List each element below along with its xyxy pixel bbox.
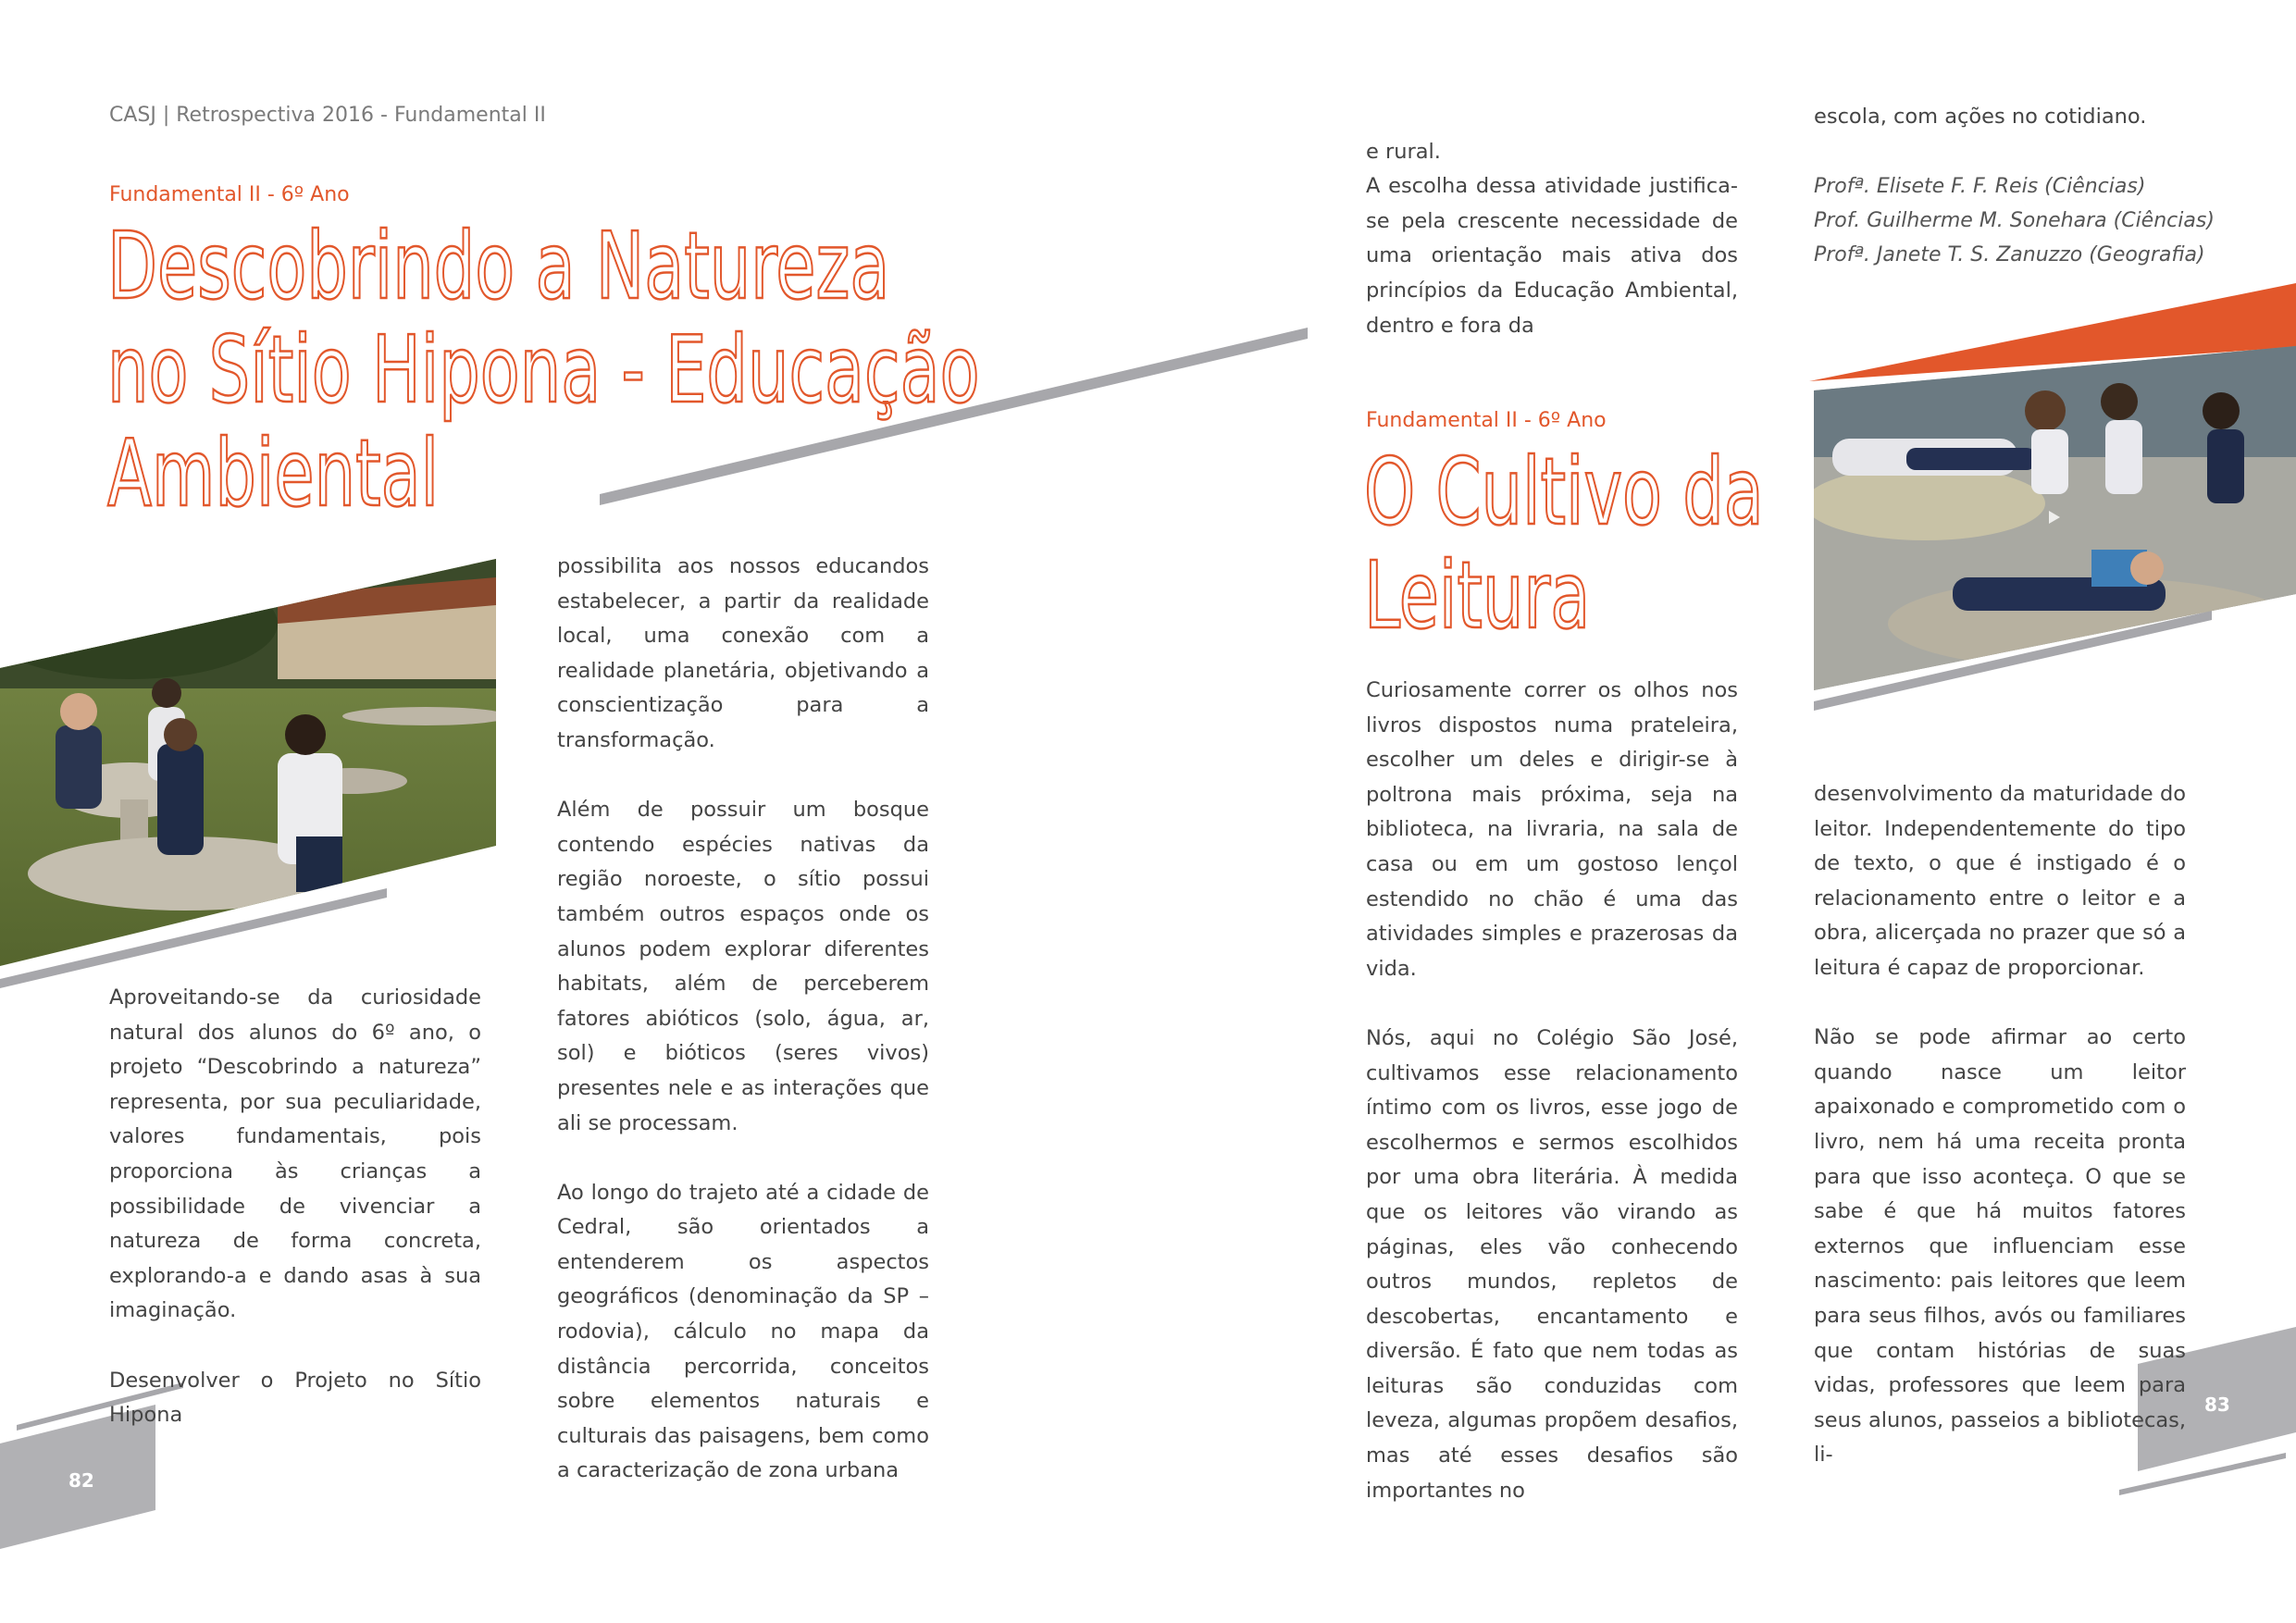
article2-column-2 (1814, 777, 2186, 1507)
signature: Prof. Guilherme M. Sonehara (Ciências) (1814, 209, 2215, 232)
photo-students-reading (1814, 346, 2296, 690)
paragraph: Ao longo do trajeto até a cidade de Cedral, são orientados a entenderem os aspectos geográficos (denominação da SP – rodovia), cálculo no mapa da distância percorrida, conceitos sobre elementos naturais e culturais das paisagens, bem como a caracterização de zona urbana (557, 1180, 929, 1483)
signatures (1814, 169, 2215, 272)
article1-column-1 (109, 981, 481, 1468)
article2-column-1 (1366, 674, 1738, 1543)
article2-title (1364, 440, 1877, 648)
article1-column-4 (1814, 100, 2186, 135)
paragraph: Desenvolver o Projeto no Sítio Hipona (109, 1368, 481, 1428)
paragraph: Aproveitando-se da curiosidade natural dos alunos do 6º ano, o projeto “Descobrindo a natureza” representa, por sua peculiaridade, valores fundamentais, pois proporciona às crianças a possibilidade de vivenciar a natureza de forma concreta, explorando-a e dando asas à sua imaginação. (109, 985, 481, 1323)
article1-title-line: no Sítio Hipona - Educação (107, 316, 980, 424)
article1-column-2 (557, 550, 929, 1524)
paragraph: escola, com ações no cotidiano. (1814, 105, 2147, 129)
article1-title-line: Ambiental (107, 419, 440, 527)
photo-students-nature (0, 559, 496, 966)
article1-title-line: Descobrindo a Natureza (107, 212, 890, 320)
article1-column-3 (1366, 100, 1738, 413)
paragraph: Não se pode afirmar ao certo quando nasce um leitor apaixonado e comprometido com o livro, nem há uma receita pronta para que isso aconteça. O que se sabe é que há muitos fatores externos que influenciam esse nascimento: pais leitores que leem para seus filhos, avós ou familiares que contam histórias de suas vidas, professores que leem para seus alunos, passeios a bibliotecas, li- (1814, 1025, 2186, 1468)
signature: Profª. Elisete F. F. Reis (Ciências) (1814, 175, 2146, 198)
paragraph: Nós, aqui no Colégio São José, cultivamos esse relacionamento íntimo com os livros, esse jogo de escolhermos e sermos escolhidos por uma obra literária. À medida que os leitores vão virando as páginas, eles vão conhecendo outros mundos, repletos de descobertas, encantamento e diversão. É fato que nem todas as leituras são conduzidas com leveza, algumas propõem desafios, mas até esses desafios são importantes no (1366, 1025, 1738, 1503)
article2-category: Fundamental II - 6º Ano (1366, 409, 1607, 432)
signature: Profª. Janete T. S. Zanuzzo (Geografia) (1814, 243, 2205, 266)
paragraph: Além de possuir um bosque contendo espécies nativas da região noroeste, o sítio possui também outros espaços onde os alunos podem explorar diferentes habitats, além de perceberem fatores abióticos (solo, água, ar, sol) e bióticos (seres vivos) presentes nele e as interações que ali se processam. (557, 798, 929, 1135)
paragraph: Curiosamente correr os olhos nos livros dispostos numa prateleira, escolher um deles e dirigir-se à poltrona mais próxima, seja na biblioteca, na livraria, na sala de casa ou em um gostoso lençol estendido no chão é uma das atividades simples e prazerosas da vida. (1366, 678, 1738, 981)
paragraph: desenvolvimento da maturidade do leitor. Independentemente do tipo de texto, o que é instigado é o relacionamento entre o leitor e a obra, alicerçada no prazer que só a leitura é capaz de proporcionar. (1814, 782, 2186, 980)
article1-category: Fundamental II - 6º Ano (109, 183, 350, 206)
paragraph: possibilita aos nossos educandos estabelecer, a partir da realidade local, uma conexão com a realidade planetária, objetivando a conscientização para a transformação. (557, 554, 929, 752)
page-number-right: 83 (2204, 1394, 2230, 1416)
article2-title-line: O Cultivo da (1364, 438, 1764, 546)
article2-title-line: Leitura (1364, 541, 1591, 650)
diagonal-bar (600, 328, 1308, 505)
paragraph: e rural. A escolha dessa atividade justifica-se pela crescente necessidade de uma orientação mais ativa dos princípios da Educação Ambiental, dentro e fora da (1366, 139, 1738, 338)
page-number-left: 82 (68, 1469, 94, 1492)
running-header: CASJ | Retrospectiva 2016 - Fundamental II (109, 104, 546, 127)
